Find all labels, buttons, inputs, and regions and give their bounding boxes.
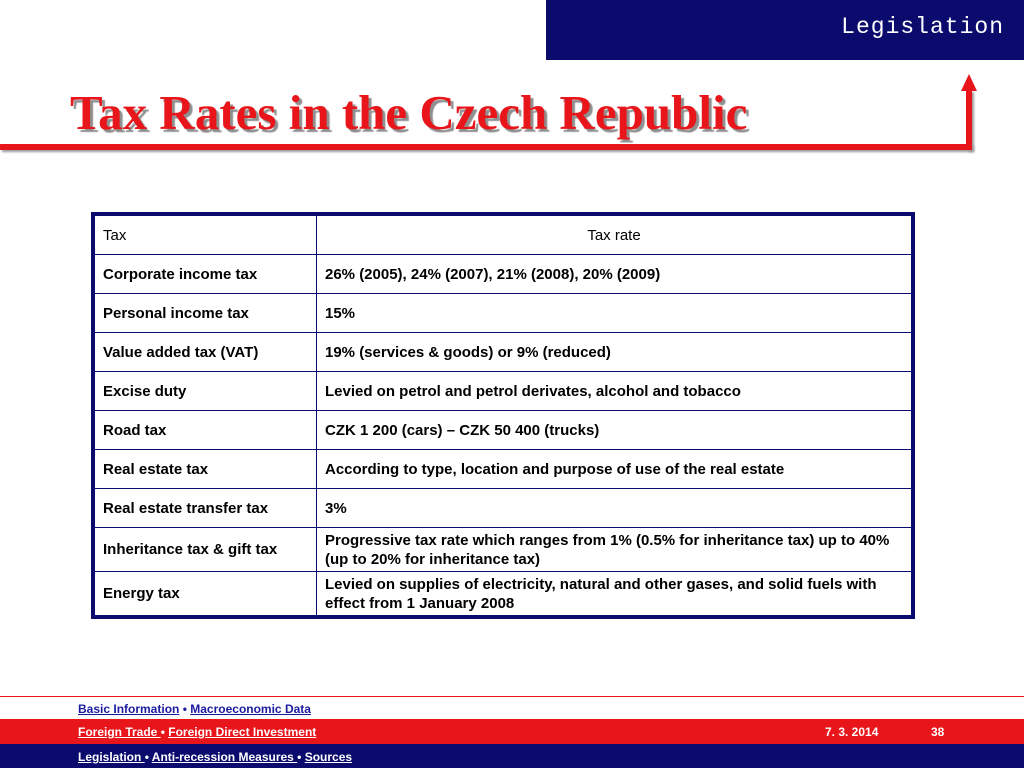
tax-rate: CZK 1 200 (cars) – CZK 50 400 (trucks) (317, 411, 912, 450)
nav-separator: • (297, 750, 302, 764)
tax-name: Personal income tax (95, 294, 317, 333)
tax-table (91, 212, 915, 619)
nav-sources[interactable]: Sources (304, 750, 353, 764)
table-row (95, 411, 912, 450)
tax-rate: Progressive tax rate which ranges from 1% (0.5% for inheritance tax) up to 40% (up to 20% for inheritance tax) (317, 528, 912, 572)
tax-name: Value added tax (VAT) (95, 333, 317, 372)
nav-macroeconomic-data[interactable]: Macroeconomic Data (190, 702, 311, 716)
table-row (95, 372, 912, 411)
title-underline (0, 144, 972, 150)
tax-rate: According to type, location and purpose of use of the real estate (317, 450, 912, 489)
table-row (95, 294, 912, 333)
header-tax: Tax (95, 216, 317, 255)
slide-date: 7. 3. 2014 (825, 725, 879, 739)
nav-separator: • (144, 750, 149, 764)
tax-name: Road tax (95, 411, 317, 450)
tax-rate: 19% (services & goods) or 9% (reduced) (317, 333, 912, 372)
nav-anti-recession-measures[interactable]: Anti-recession Measures (151, 750, 298, 764)
tax-rate: 3% (317, 489, 912, 528)
tax-name: Real estate tax (95, 450, 317, 489)
tax-name: Energy tax (95, 572, 317, 616)
tax-name: Excise duty (95, 372, 317, 411)
title-vertical-bar (966, 90, 972, 150)
nav-basic-information[interactable]: Basic Information (78, 702, 180, 716)
tax-name: Real estate transfer tax (95, 489, 317, 528)
page-title: Tax Rates in the Czech Republic (70, 85, 748, 140)
nav-foreign-direct-investment[interactable]: Foreign Direct Investment (168, 725, 317, 739)
section-banner (546, 0, 1024, 60)
footer-nav-row-2 (0, 719, 1024, 744)
tax-rate: 15% (317, 294, 912, 333)
slide-page-number: 38 (931, 725, 945, 739)
footer-nav-row-3 (0, 744, 1024, 768)
section-label: Legislation (841, 14, 1004, 40)
nav-legislation[interactable]: Legislation (78, 750, 145, 764)
nav-foreign-trade[interactable]: Foreign Trade (78, 725, 161, 739)
table-row (95, 255, 912, 294)
tax-rate: Levied on supplies of electricity, natural and other gases, and solid fuels with effect from 1 January 2008 (317, 572, 912, 616)
tax-name: Corporate income tax (95, 255, 317, 294)
tax-rate: Levied on petrol and petrol derivates, alcohol and tobacco (317, 372, 912, 411)
header-tax-rate: Tax rate (317, 216, 912, 255)
title-bar (0, 74, 972, 150)
tax-name: Inheritance tax & gift tax (95, 528, 317, 572)
footer-nav-row-1 (0, 696, 1024, 719)
table-row (95, 572, 912, 616)
table-row (95, 489, 912, 528)
tax-rate: 26% (2005), 24% (2007), 21% (2008), 20% (2009) (317, 255, 912, 294)
nav-separator: • (160, 725, 165, 739)
table-row (95, 333, 912, 372)
nav-separator: • (182, 702, 187, 716)
table-row (95, 528, 912, 572)
table-row (95, 450, 912, 489)
table-header-row (95, 216, 912, 255)
arrow-up-icon (961, 74, 977, 91)
